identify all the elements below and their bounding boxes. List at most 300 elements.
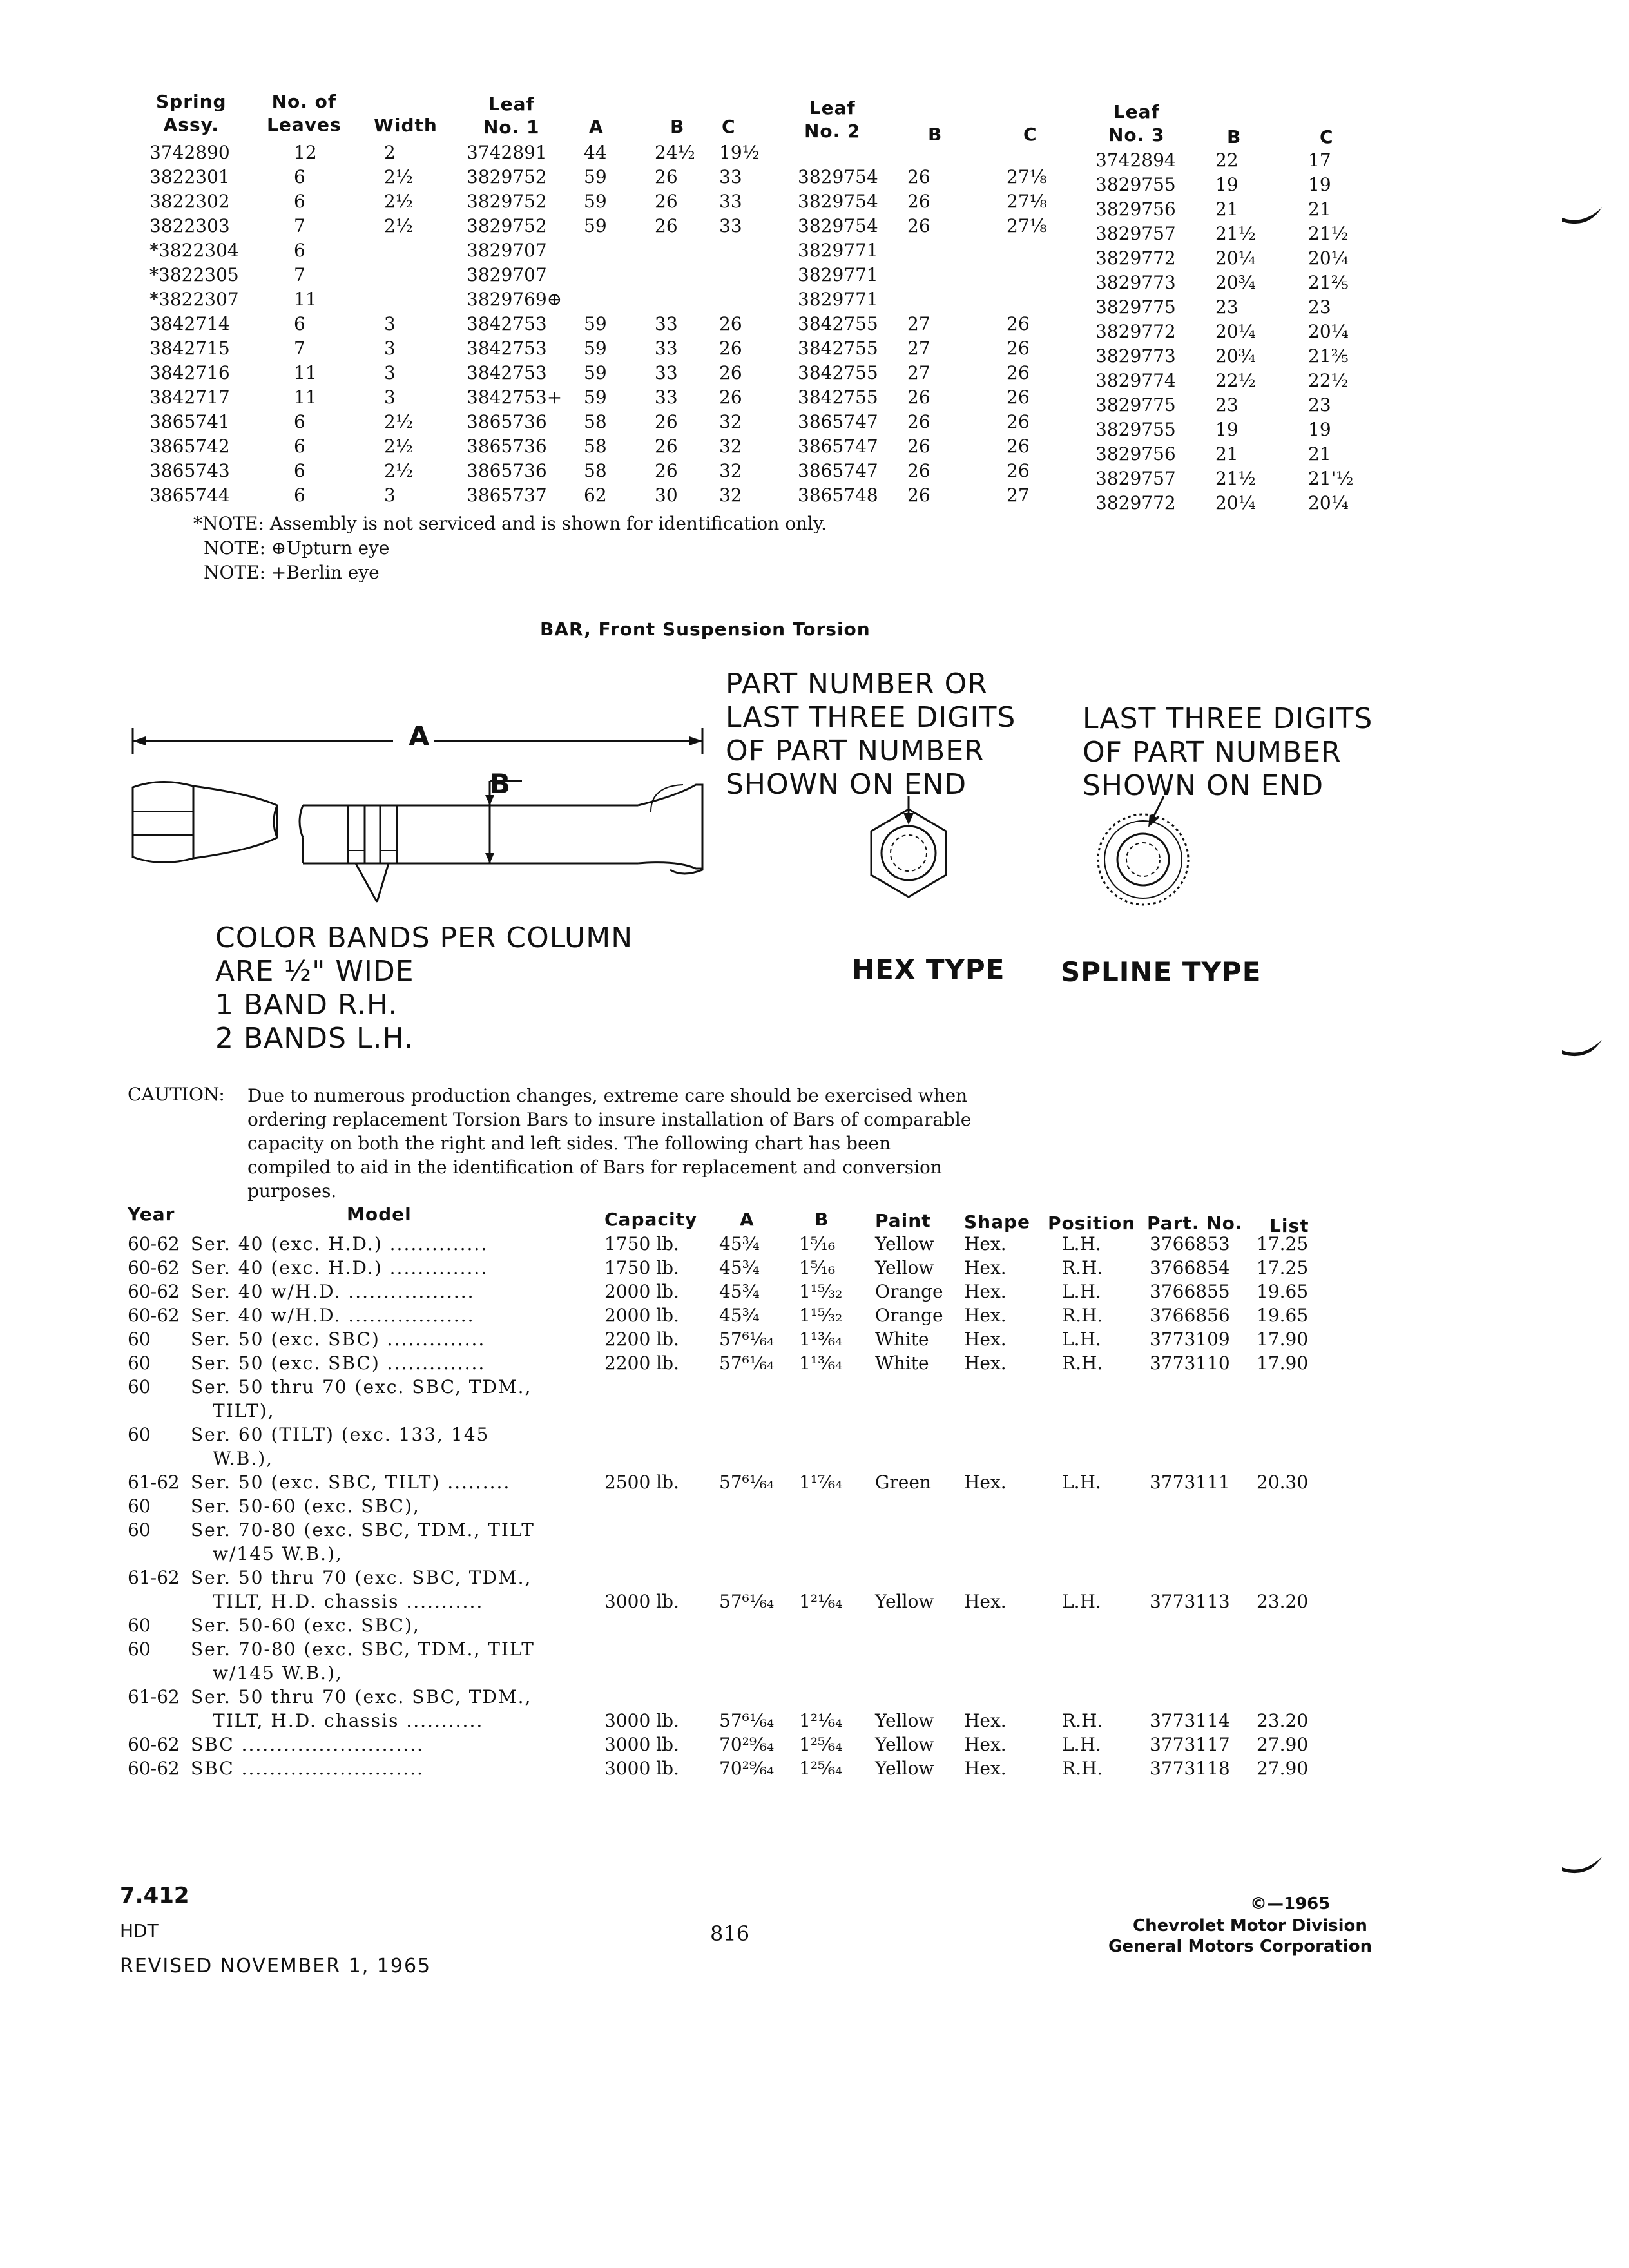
caution-text: [247, 1084, 971, 1203]
header-b2: B: [928, 124, 943, 145]
torsion-cell-paint: Yellow: [875, 1257, 934, 1278]
spring-cell-b2: 26: [907, 411, 930, 432]
torsion-cell-list: 17.25: [1257, 1257, 1309, 1278]
spring-cell-assy: *3822305: [149, 264, 239, 285]
torsion-cell-capacity: 2200 lb.: [604, 1352, 679, 1374]
spline-end-icon: [1086, 796, 1202, 912]
spring-cell-b3: 21: [1215, 443, 1239, 465]
torsion-cell-a: 45¾: [719, 1305, 760, 1326]
torsion-cell-a: 57⁶¹⁄₆₄: [719, 1591, 775, 1612]
spring-cell-c3: 20¼: [1308, 247, 1349, 269]
torsion-cell-model: Ser. 50 (exc. SBC, TILT) .........: [191, 1472, 511, 1493]
spring-cell-leaf1: 3829752: [467, 215, 547, 236]
spring-cell-leaf3: 3829772: [1095, 247, 1176, 269]
torsion-cell-position: R.H.: [1062, 1257, 1103, 1278]
torsion-cell-capacity: 2000 lb.: [604, 1305, 679, 1326]
torsion-cell-year: 60: [128, 1329, 151, 1350]
torsion-cell-list: 17.90: [1257, 1352, 1309, 1374]
torsion-cell-part: 3773110: [1150, 1352, 1230, 1374]
spring-cell-assy: 3865743: [149, 460, 230, 481]
spring-cell-leaf1: 3865736: [467, 436, 547, 457]
spring-cell-leaf1: 3842753: [467, 362, 547, 383]
header-b: B: [815, 1209, 829, 1230]
torsion-cell-b: 1¹⁵⁄₃₂: [799, 1305, 843, 1326]
spring-cell-b1: 24½: [655, 142, 695, 163]
torsion-cell-list: 17.90: [1257, 1329, 1309, 1350]
torsion-cell-model: w/145 W.B.),: [213, 1662, 343, 1684]
spring-cell-c2: 26: [1007, 313, 1030, 334]
spring-cell-a: 44: [584, 142, 607, 163]
spring-cell-width: 3: [384, 313, 396, 334]
torsion-cell-list: 23.20: [1257, 1591, 1309, 1612]
torsion-cell-model: SBC ..........................: [191, 1734, 425, 1755]
header-c1: C: [722, 116, 736, 137]
torsion-cell-part: 3766854: [1150, 1257, 1230, 1278]
spring-cell-c1: 26: [719, 387, 742, 408]
torsion-cell-b: 1²⁵⁄₆₄: [799, 1734, 843, 1755]
spring-cell-assy: 3742890: [149, 142, 230, 163]
spring-cell-b3: 23: [1215, 296, 1239, 318]
torsion-cell-part: 3766856: [1150, 1305, 1230, 1326]
spring-cell-c3: 23: [1308, 394, 1331, 416]
torsion-cell-model: Ser. 50 thru 70 (exc. SBC, TDM.,: [191, 1567, 532, 1588]
spring-cell-leaf2: 3842755: [798, 338, 878, 359]
spring-cell-width: 3: [384, 338, 396, 359]
torsion-cell-position: R.H.: [1062, 1710, 1103, 1731]
spring-cell-a: 58: [584, 436, 607, 457]
spring-cell-leaves: 6: [294, 313, 305, 334]
header-leaf-1: Leaf No. 1: [483, 93, 540, 138]
spring-cell-b1: 26: [655, 215, 678, 236]
spring-cell-assy: 3822301: [149, 166, 230, 187]
torsion-cell-paint: White: [875, 1329, 929, 1350]
torsion-cell-b: 1²¹⁄₆₄: [799, 1710, 843, 1731]
torsion-cell-model: Ser. 50 (exc. SBC) ..............: [191, 1352, 486, 1374]
header-paint: Paint: [875, 1210, 931, 1231]
caution-line-5: purposes.: [247, 1180, 337, 1202]
spring-cell-b2: 26: [907, 485, 930, 506]
spring-cell-a: 62: [584, 485, 607, 506]
dimension-b-label: B: [490, 768, 511, 800]
torsion-cell-part: 3773111: [1150, 1472, 1230, 1493]
torsion-cell-paint: Yellow: [875, 1591, 934, 1612]
spring-cell-a: 59: [584, 166, 607, 187]
torsion-cell-part: 3773113: [1150, 1591, 1230, 1612]
torsion-cell-position: R.H.: [1062, 1758, 1103, 1779]
torsion-cell-model: TILT, H.D. chassis ...........: [213, 1591, 484, 1612]
torsion-cell-year: 60-62: [128, 1233, 180, 1254]
corporation-name: General Motors Corporation: [1108, 1937, 1373, 1956]
hex-part-number-text: [726, 668, 1016, 802]
spring-cell-leaves: 12: [294, 142, 317, 163]
header-model: Model: [347, 1204, 412, 1225]
torsion-cell-paint: Yellow: [875, 1233, 934, 1254]
header-position: Position: [1048, 1213, 1136, 1234]
spring-cell-leaf1: 3842753: [467, 338, 547, 359]
caution-label: CAUTION:: [128, 1084, 225, 1105]
torsion-cell-a: 57⁶¹⁄₆₄: [719, 1329, 775, 1350]
spring-cell-leaves: 6: [294, 460, 305, 481]
spring-cell-c3: 17: [1308, 149, 1331, 171]
spring-cell-c3: 23: [1308, 296, 1331, 318]
spring-cell-leaf2: 3829754: [798, 191, 878, 212]
torsion-cell-list: 19.65: [1257, 1305, 1309, 1326]
hdt-label: HDT: [120, 1920, 159, 1941]
spring-cell-c3: 21⅖: [1308, 345, 1349, 367]
torsion-cell-model: Ser. 40 (exc. H.D.) ..............: [191, 1257, 488, 1278]
dimension-a-label: A: [405, 720, 434, 752]
spring-cell-b1: 30: [655, 485, 678, 506]
torsion-cell-shape: Hex.: [964, 1329, 1007, 1350]
spring-cell-leaf2: 3842755: [798, 313, 878, 334]
torsion-cell-year: 60-62: [128, 1734, 180, 1755]
spring-cell-width: 2½: [384, 436, 413, 457]
spring-cell-b3: 20¾: [1215, 345, 1256, 367]
spring-cell-leaves: 6: [294, 485, 305, 506]
torsion-cell-shape: Hex.: [964, 1352, 1007, 1374]
torsion-cell-paint: Green: [875, 1472, 931, 1493]
torsion-cell-model: Ser. 60 (TILT) (exc. 133, 145: [191, 1424, 490, 1445]
torsion-cell-a: 57⁶¹⁄₆₄: [719, 1352, 775, 1374]
torsion-cell-b: 1²¹⁄₆₄: [799, 1591, 843, 1612]
spring-cell-leaf1: 3865736: [467, 460, 547, 481]
spring-cell-leaves: 7: [294, 264, 305, 285]
torsion-cell-capacity: 1750 lb.: [604, 1233, 679, 1254]
spring-cell-b3: 21½: [1215, 468, 1256, 489]
torsion-cell-year: 60: [128, 1519, 151, 1541]
torsion-cell-capacity: 3000 lb.: [604, 1710, 679, 1731]
spring-cell-c1: 32: [719, 460, 742, 481]
spring-cell-leaf2: 3842755: [798, 362, 878, 383]
spring-cell-leaf2: 3865747: [798, 436, 878, 457]
torsion-cell-capacity: 1750 lb.: [604, 1257, 679, 1278]
torsion-cell-a: 45¾: [719, 1257, 760, 1278]
spring-cell-leaf1: 3829752: [467, 191, 547, 212]
spring-cell-leaf2: 3829771: [798, 289, 878, 310]
header-part-no: Part. No.: [1147, 1213, 1243, 1234]
spring-cell-leaf1: 3742891: [467, 142, 547, 163]
spring-cell-leaves: 6: [294, 411, 305, 432]
spring-cell-b2: 26: [907, 387, 930, 408]
hex-text-line-4: SHOWN ON END: [726, 768, 967, 801]
torsion-cell-capacity: 3000 lb.: [604, 1591, 679, 1612]
spring-cell-c2: 26: [1007, 436, 1030, 457]
torsion-cell-model: Ser. 50-60 (exc. SBC),: [191, 1495, 420, 1517]
page-number: 816: [710, 1921, 750, 1946]
torsion-cell-year: 61-62: [128, 1472, 180, 1493]
spring-cell-b3: 19: [1215, 174, 1239, 195]
torsion-cell-list: 27.90: [1257, 1734, 1309, 1755]
torsion-cell-shape: Hex.: [964, 1591, 1007, 1612]
torsion-cell-model: Ser. 40 (exc. H.D.) ..............: [191, 1233, 488, 1254]
spring-cell-assy: 3842715: [149, 338, 230, 359]
torsion-cell-year: 60: [128, 1424, 151, 1445]
spring-cell-leaf2: 3865747: [798, 460, 878, 481]
torsion-cell-b: 1¹⁵⁄₃₂: [799, 1281, 843, 1302]
torsion-cell-capacity: 2000 lb.: [604, 1281, 679, 1302]
torsion-cell-shape: Hex.: [964, 1233, 1007, 1254]
color-bands-note: [215, 921, 633, 1055]
spring-cell-width: 3: [384, 387, 396, 408]
section-title: BAR, Front Suspension Torsion: [540, 619, 871, 640]
torsion-cell-part: 3773118: [1150, 1758, 1230, 1779]
torsion-cell-paint: Orange: [875, 1281, 943, 1302]
torsion-cell-position: R.H.: [1062, 1352, 1103, 1374]
torsion-cell-year: 60: [128, 1615, 151, 1636]
torsion-cell-b: 1⁵⁄₁₆: [799, 1257, 836, 1278]
spring-cell-width: 2½: [384, 166, 413, 187]
spring-cell-assy: *3822307: [149, 289, 239, 310]
color-bands-line-4: 2 BANDS L.H.: [215, 1022, 414, 1055]
color-band-1: [348, 805, 365, 863]
torsion-cell-capacity: 2500 lb.: [604, 1472, 679, 1493]
torsion-cell-list: 23.20: [1257, 1710, 1309, 1731]
spring-cell-a: 59: [584, 191, 607, 212]
spring-cell-leaf1: 3829769⊕: [467, 289, 563, 310]
hex-text-line-3: OF PART NUMBER: [726, 735, 985, 767]
spring-cell-a: 59: [584, 338, 607, 359]
torsion-cell-shape: Hex.: [964, 1710, 1007, 1731]
spring-cell-b1: 26: [655, 191, 678, 212]
torsion-cell-position: L.H.: [1062, 1329, 1101, 1350]
torsion-cell-shape: Hex.: [964, 1472, 1007, 1493]
spring-cell-leaves: 6: [294, 191, 305, 212]
copyright: ©—1965: [1250, 1894, 1331, 1914]
spring-cell-c3: 19: [1308, 419, 1331, 440]
torsion-cell-model: w/145 W.B.),: [213, 1543, 343, 1564]
torsion-cell-part: 3766855: [1150, 1281, 1230, 1302]
torsion-cell-a: 70²⁹⁄₆₄: [719, 1758, 775, 1779]
torsion-cell-shape: Hex.: [964, 1758, 1007, 1779]
torsion-cell-part: 3773114: [1150, 1710, 1230, 1731]
spring-cell-b2: 26: [907, 191, 930, 212]
spring-cell-c3: 19: [1308, 174, 1331, 195]
torsion-cell-paint: White: [875, 1352, 929, 1374]
caution-line-2: ordering replacement Torsion Bars to insure installation of Bars of comparable: [247, 1109, 972, 1130]
color-band-2: [380, 805, 397, 863]
torsion-cell-paint: Yellow: [875, 1758, 934, 1779]
spring-note-3: NOTE: +Berlin eye: [204, 562, 380, 583]
torsion-cell-year: 60-62: [128, 1257, 180, 1278]
spring-cell-leaf1: 3842753+: [467, 387, 563, 408]
spring-cell-width: 3: [384, 485, 396, 506]
spring-cell-leaf2: 3829771: [798, 240, 878, 261]
torsion-cell-shape: Hex.: [964, 1734, 1007, 1755]
spring-cell-b1: 26: [655, 411, 678, 432]
torsion-cell-year: 60: [128, 1495, 151, 1517]
spring-cell-leaf3: 3829755: [1095, 419, 1176, 440]
hex-text-line-1: PART NUMBER OR: [726, 668, 988, 700]
torsion-cell-year: 61-62: [128, 1567, 180, 1588]
torsion-cell-shape: Hex.: [964, 1281, 1007, 1302]
spring-cell-c1: 26: [719, 313, 742, 334]
caution-line-3: capacity on both the right and left sides. The following chart has been: [247, 1133, 891, 1154]
header-c3: C: [1320, 126, 1334, 148]
header-shape: Shape: [964, 1211, 1031, 1233]
header-a: A: [589, 116, 604, 137]
torsion-cell-b: 1¹³⁄₆₄: [799, 1329, 843, 1350]
spline-type-label: SPLINE TYPE: [1061, 956, 1262, 988]
header-c2: C: [1023, 124, 1037, 145]
spring-cell-b1: 33: [655, 362, 678, 383]
spring-cell-b3: 23: [1215, 394, 1239, 416]
spring-cell-leaf1: 3829707: [467, 264, 547, 285]
torsion-cell-b: 1¹⁷⁄₆₄: [799, 1472, 843, 1493]
spring-cell-c2: 26: [1007, 338, 1030, 359]
spring-note-2: NOTE: ⊕Upturn eye: [204, 537, 390, 559]
spring-cell-b3: 20¾: [1215, 272, 1256, 293]
caution-line-4: compiled to aid in the identification of Bars for replacement and conversion: [247, 1157, 942, 1178]
spring-cell-leaf3: 3829773: [1095, 345, 1176, 367]
spring-cell-b2: 26: [907, 460, 930, 481]
torsion-cell-a: 70²⁹⁄₆₄: [719, 1734, 775, 1755]
torsion-cell-capacity: 2200 lb.: [604, 1329, 679, 1350]
spring-cell-leaf3: 3829772: [1095, 492, 1176, 514]
spring-cell-assy: 3865742: [149, 436, 230, 457]
spring-cell-leaf1: 3829707: [467, 240, 547, 261]
spring-cell-b2: 26: [907, 436, 930, 457]
torsion-cell-model: Ser. 40 w/H.D. ..................: [191, 1305, 475, 1326]
spring-cell-c3: 21'½: [1308, 468, 1354, 489]
spring-cell-assy: 3842716: [149, 362, 230, 383]
torsion-cell-model: TILT, H.D. chassis ...........: [213, 1710, 484, 1731]
torsion-cell-b: 1²⁵⁄₆₄: [799, 1758, 843, 1779]
spring-cell-assy: 3865744: [149, 485, 230, 506]
spring-cell-b1: 33: [655, 313, 678, 334]
spring-cell-leaf1: 3829752: [467, 166, 547, 187]
spring-cell-leaf1: 3865737: [467, 485, 547, 506]
spring-cell-a: 58: [584, 460, 607, 481]
spring-cell-leaves: 6: [294, 166, 305, 187]
spring-cell-leaf3: 3829772: [1095, 321, 1176, 342]
spring-cell-c3: 21: [1308, 198, 1331, 220]
header-spring-assy: Spring Assy.: [156, 91, 227, 135]
spring-cell-width: 2½: [384, 411, 413, 432]
spring-cell-assy: 3865741: [149, 411, 230, 432]
spring-cell-a: 59: [584, 215, 607, 236]
torsion-cell-model: Ser. 50 thru 70 (exc. SBC, TDM.,: [191, 1686, 532, 1707]
spring-cell-c3: 21: [1308, 443, 1331, 465]
spring-cell-c1: 32: [719, 436, 742, 457]
torsion-cell-capacity: 3000 lb.: [604, 1734, 679, 1755]
torsion-cell-model: Ser. 40 w/H.D. ..................: [191, 1281, 475, 1302]
spring-cell-leaf3: 3829774: [1095, 370, 1176, 391]
spring-cell-c3: 22½: [1308, 370, 1349, 391]
torsion-cell-model: Ser. 50-60 (exc. SBC),: [191, 1615, 420, 1636]
spring-cell-leaf3: 3829775: [1095, 394, 1176, 416]
header-leaf-2: Leaf No. 2: [804, 97, 861, 142]
torsion-cell-part: 3773109: [1150, 1329, 1230, 1350]
spring-cell-c1: 32: [719, 485, 742, 506]
torsion-cell-model: W.B.),: [213, 1448, 274, 1469]
spring-cell-assy: 3842717: [149, 387, 230, 408]
spring-cell-leaf1: 3842753: [467, 313, 547, 334]
spring-cell-c2: 26: [1007, 387, 1030, 408]
spring-cell-leaves: 11: [294, 362, 317, 383]
section-number: 7.412: [120, 1883, 189, 1908]
spring-cell-leaf3: 3829756: [1095, 443, 1176, 465]
hex-type-label: HEX TYPE: [852, 954, 1005, 985]
spline-part-number-text: [1083, 702, 1373, 803]
spring-cell-c1: 33: [719, 166, 742, 187]
torsion-cell-model: SBC ..........................: [191, 1758, 425, 1779]
torsion-cell-list: 17.25: [1257, 1233, 1309, 1254]
spring-cell-width: 3: [384, 362, 396, 383]
spline-text-line-1: LAST THREE DIGITS: [1083, 702, 1373, 735]
spring-cell-b1: 26: [655, 166, 678, 187]
torsion-cell-list: 20.30: [1257, 1472, 1309, 1493]
spring-cell-leaves: 7: [294, 338, 305, 359]
spring-cell-c1: 19½: [719, 142, 760, 163]
torsion-cell-position: L.H.: [1062, 1472, 1101, 1493]
header-b3: B: [1227, 126, 1242, 148]
spring-note-1: *NOTE: Assembly is not serviced and is shown for identification only.: [193, 513, 827, 534]
spring-cell-leaf2: 3829771: [798, 264, 878, 285]
header-width: Width: [374, 115, 438, 136]
spring-cell-leaf2: 3865747: [798, 411, 878, 432]
spring-cell-c2: 26: [1007, 362, 1030, 383]
spline-text-line-2: OF PART NUMBER: [1083, 736, 1342, 769]
spring-cell-c2: 26: [1007, 411, 1030, 432]
torsion-cell-year: 61-62: [128, 1686, 180, 1707]
spring-cell-leaf2: 3842755: [798, 387, 878, 408]
header-a2: A: [740, 1209, 755, 1230]
torsion-cell-year: 60-62: [128, 1305, 180, 1326]
spring-cell-b3: 21½: [1215, 223, 1256, 244]
spring-cell-c2: 27⅛: [1007, 191, 1047, 212]
torsion-cell-a: 57⁶¹⁄₆₄: [719, 1710, 775, 1731]
torsion-cell-capacity: 3000 lb.: [604, 1758, 679, 1779]
spring-cell-b3: 21: [1215, 198, 1239, 220]
torsion-cell-position: R.H.: [1062, 1305, 1103, 1326]
spring-cell-b1: 33: [655, 338, 678, 359]
torsion-cell-position: L.H.: [1062, 1233, 1101, 1254]
spring-cell-width: 2½: [384, 460, 413, 481]
spring-cell-c2: 27: [1007, 485, 1030, 506]
spring-cell-leaves: 6: [294, 240, 305, 261]
torsion-cell-paint: Orange: [875, 1305, 943, 1326]
spring-cell-a: 58: [584, 411, 607, 432]
color-bands-line-1: COLOR BANDS PER COLUMN: [215, 921, 633, 954]
spring-cell-b2: 27: [907, 313, 930, 334]
header-leaf-3: Leaf No. 3: [1108, 101, 1165, 146]
torsion-cell-list: 19.65: [1257, 1281, 1309, 1302]
spring-cell-leaf3: 3829757: [1095, 223, 1176, 244]
color-bands-line-2: ARE ½" WIDE: [215, 955, 414, 988]
spring-cell-c1: 33: [719, 215, 742, 236]
torsion-cell-part: 3766853: [1150, 1233, 1230, 1254]
torsion-cell-position: L.H.: [1062, 1281, 1101, 1302]
spring-cell-b3: 19: [1215, 419, 1239, 440]
header-no-of-leaves: No. of Leaves: [267, 91, 342, 135]
spring-cell-leaf2: 3865748: [798, 485, 878, 506]
header-list: List: [1269, 1215, 1309, 1236]
spring-cell-b2: 26: [907, 215, 930, 236]
torsion-cell-shape: Hex.: [964, 1257, 1007, 1278]
torsion-cell-list: 27.90: [1257, 1758, 1309, 1779]
spring-cell-c3: 20¼: [1308, 321, 1349, 342]
torsion-cell-paint: Yellow: [875, 1734, 934, 1755]
spring-cell-leaves: 7: [294, 215, 305, 236]
torsion-cell-model: Ser. 50 thru 70 (exc. SBC, TDM.,: [191, 1376, 532, 1398]
spring-cell-c2: 27⅛: [1007, 166, 1047, 187]
spring-cell-c3: 20¼: [1308, 492, 1349, 514]
torsion-cell-year: 60: [128, 1376, 151, 1398]
spring-cell-assy: 3822303: [149, 215, 230, 236]
spring-cell-leaf3: 3742894: [1095, 149, 1176, 171]
header-capacity: Capacity: [604, 1209, 698, 1230]
spring-cell-assy: 3842714: [149, 313, 230, 334]
